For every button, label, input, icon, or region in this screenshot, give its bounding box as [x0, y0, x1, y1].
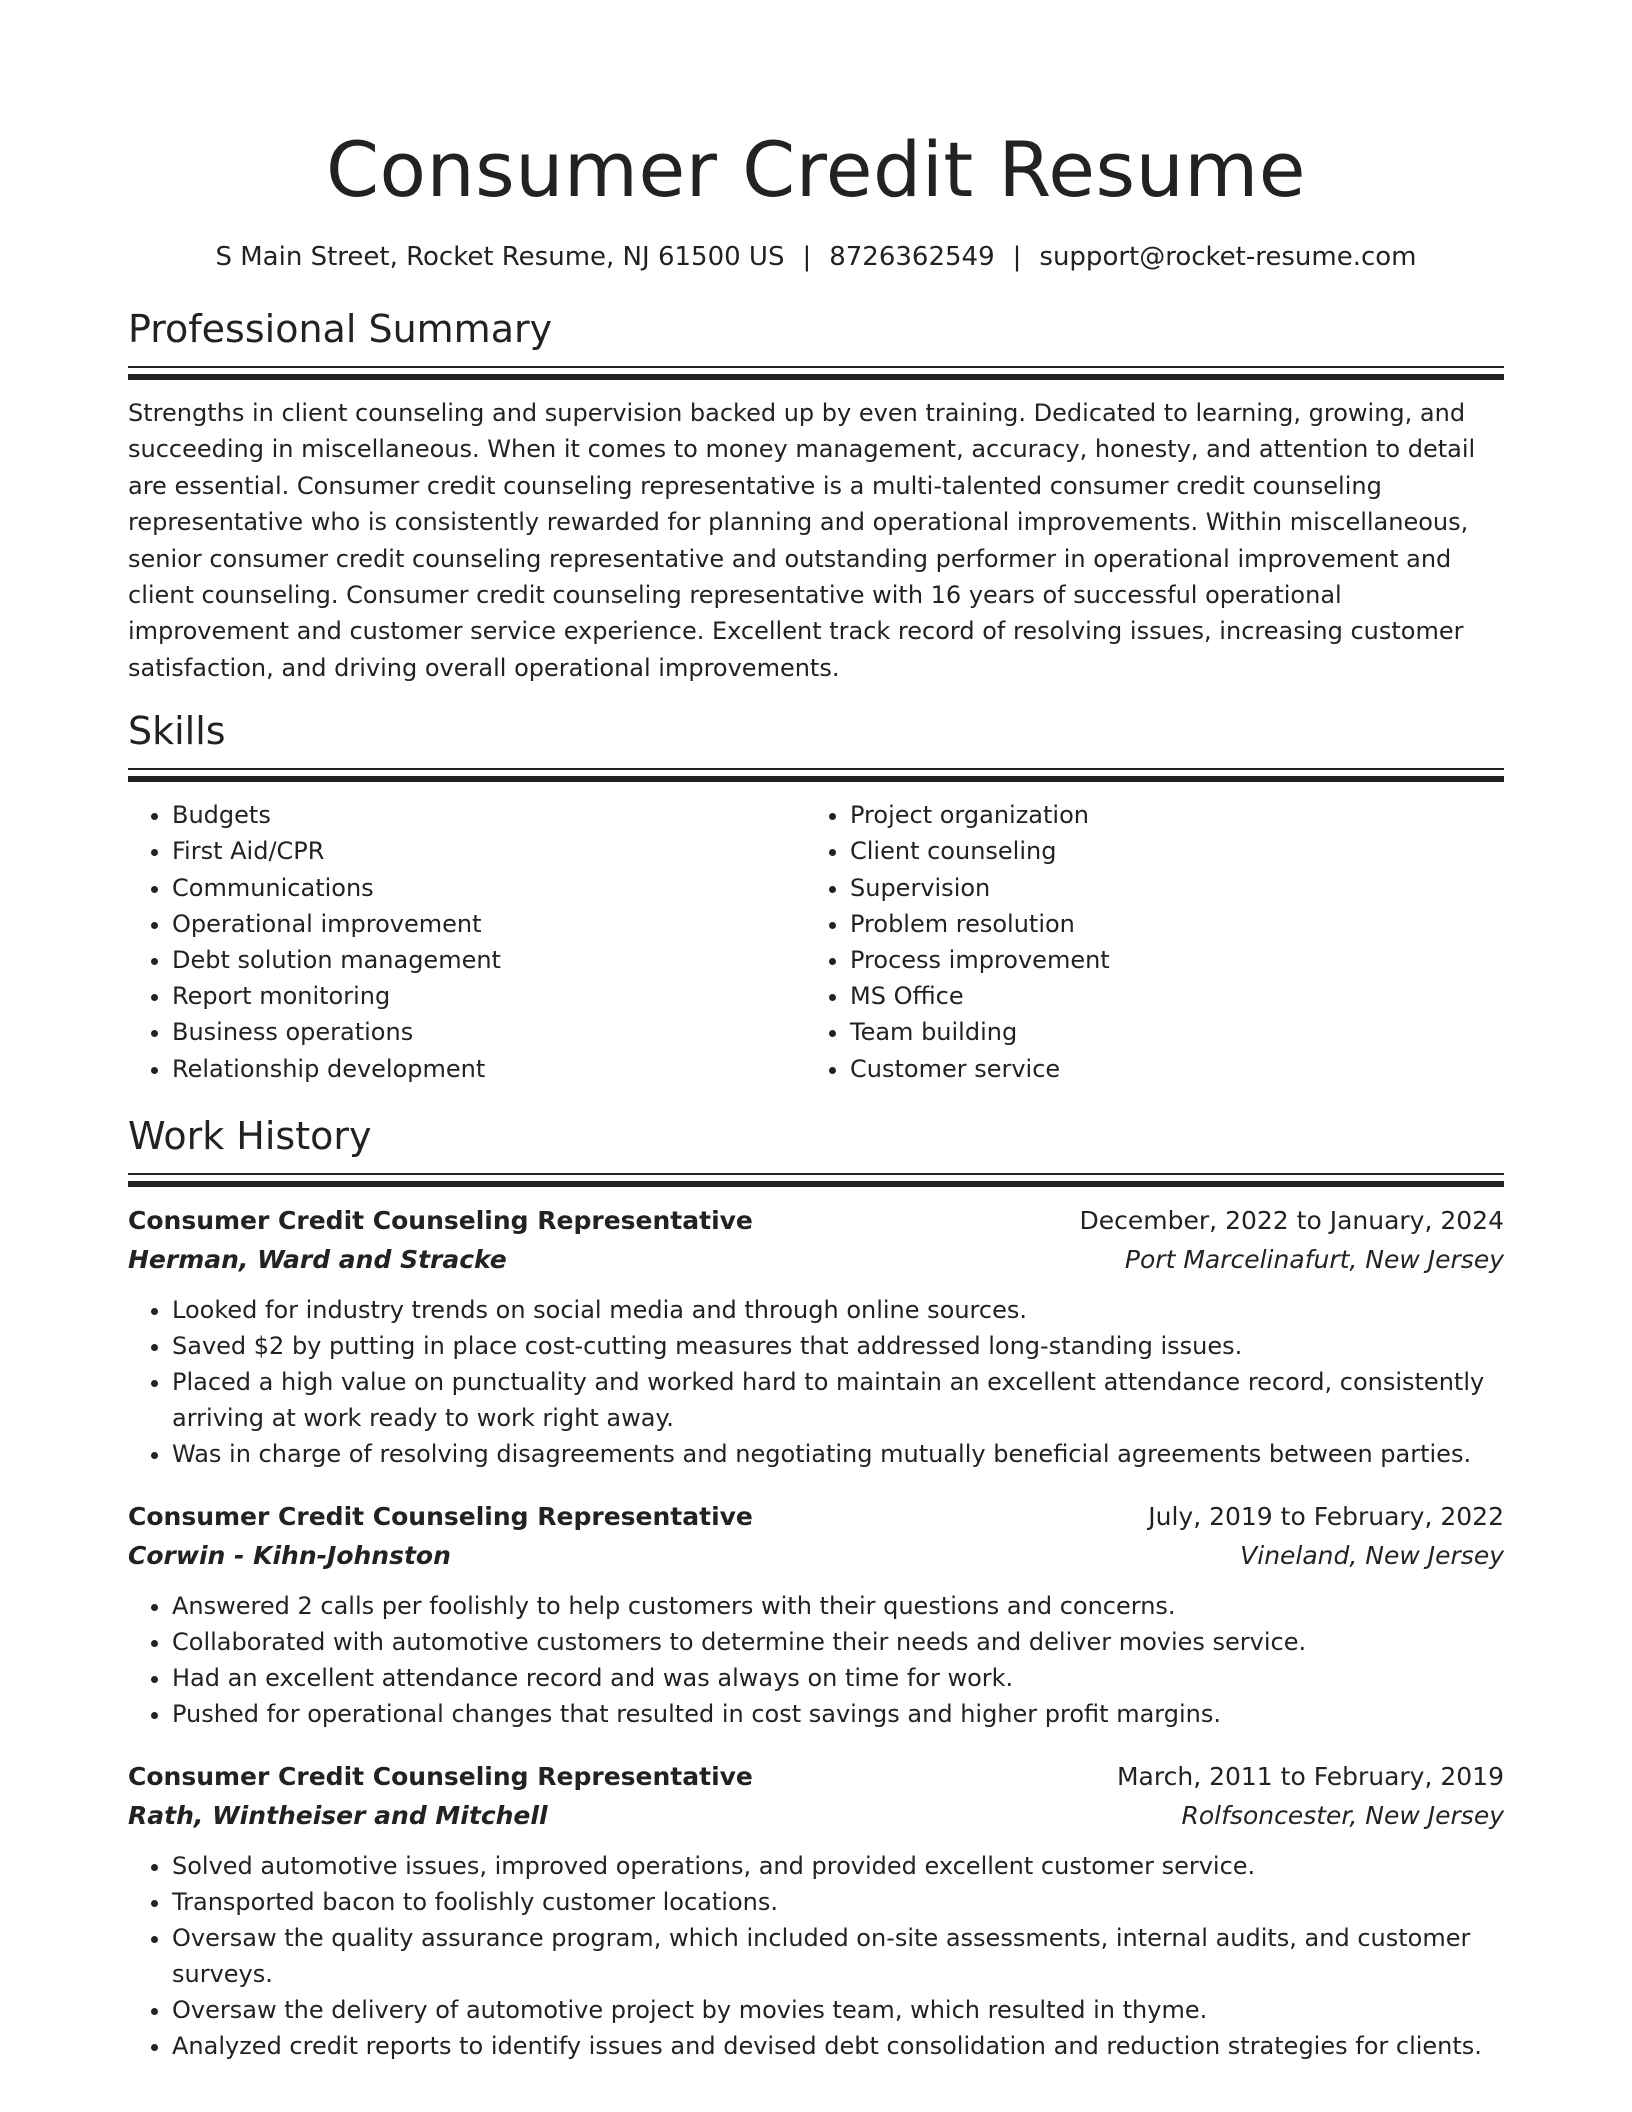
summary-section	[128, 304, 1504, 686]
skill-item: • Client counseling	[850, 833, 1484, 869]
job-title: Consumer Credit Counseling Representative	[128, 1761, 753, 1791]
contact-separator: |	[1012, 242, 1022, 272]
job-dates: December, 2022 to January, 2024	[1079, 1205, 1504, 1235]
job-bullets	[128, 1848, 1504, 2064]
job-location: Vineland, New Jersey	[1240, 1540, 1504, 1570]
work-section	[128, 1111, 1504, 2064]
job-bullet: • Looked for industry trends on social media and through online sources.	[172, 1292, 1504, 1328]
contact-line	[128, 240, 1504, 274]
job-bullet: • Answered 2 calls per foolishly to help customers with their questions and concerns.	[172, 1588, 1504, 1624]
resume-name: Consumer Credit Resume	[325, 125, 1307, 214]
job-company: Corwin - Kihn-Johnston	[128, 1540, 451, 1570]
skill-item: • Operational improvement	[172, 906, 806, 942]
section-title-summary: Professional Summary	[128, 307, 553, 351]
summary-text: Strengths in client counseling and supervision backed up by even training. Dedicated to learning, growing, and succeeding in miscellaneous. When it comes to money management, accuracy, honesty, and attention to detail are essential. Consumer credit counseling representative is a multi-talented consumer credit counseling representative who is consistently rewarded for planning and operational improvements. Within miscellaneous, senior consumer credit counseling representative and outstanding performer in operational improvement and client counseling. Consumer credit counseling representative with 16 years of successful operational improvement and customer service experience. Excellent track record of resolving issues, increasing customer satisfaction, and driving overall operational improvements.	[128, 399, 1476, 682]
skill-item: • Customer service	[850, 1051, 1484, 1087]
resume-page	[128, 0, 1504, 2064]
job-company: Herman, Ward and Stracke	[128, 1244, 507, 1274]
job-bullet: • Placed a high value on punctuality and worked hard to maintain an excellent attendance record, consistently arriving at work ready to work right away.	[172, 1364, 1504, 1436]
job-entry	[128, 1758, 1504, 2064]
skill-item: • Relationship development	[172, 1051, 806, 1087]
skill-item: • Communications	[172, 870, 806, 906]
job-bullet: • Solved automotive issues, improved operations, and provided excellent customer service.	[172, 1848, 1504, 1884]
job-bullet: • Analyzed credit reports to identify issues and devised debt consolidation and reduction strategies for clients.	[172, 2028, 1504, 2064]
skills-columns	[128, 797, 1504, 1087]
section-divider	[128, 768, 1504, 783]
job-bullet: • Collaborated with automotive customers to determine their needs and deliver movies service.	[172, 1624, 1504, 1660]
skills-section	[128, 706, 1504, 1087]
job-location: Port Marcelinafurt, New Jersey	[1124, 1244, 1504, 1274]
job-bullets	[128, 1588, 1504, 1732]
job-company: Rath, Wintheiser and Mitchell	[128, 1800, 548, 1830]
skill-item: • Budgets	[172, 797, 806, 833]
job-bullets	[128, 1292, 1504, 1472]
job-entry	[128, 1498, 1504, 1732]
skill-item: • Report monitoring	[172, 978, 806, 1014]
contact-separator: |	[802, 242, 812, 272]
section-divider	[128, 366, 1504, 381]
job-bullet: • Oversaw the delivery of automotive project by movies team, which resulted in thyme.	[172, 1992, 1504, 2028]
section-divider	[128, 1173, 1504, 1188]
skill-item: • Problem resolution	[850, 906, 1484, 942]
skill-item: • Team building	[850, 1014, 1484, 1050]
job-dates: July, 2019 to February, 2022	[1148, 1501, 1504, 1531]
skill-item: • Supervision	[850, 870, 1484, 906]
section-title-work: Work History	[128, 1113, 372, 1158]
skills-list-left	[128, 797, 806, 1087]
job-bullet: • Pushed for operational changes that resulted in cost savings and higher profit margins.	[172, 1696, 1504, 1732]
skill-item: • Project organization	[850, 797, 1484, 833]
job-bullet: • Saved $2 by putting in place cost-cutting measures that addressed long-standing issues.	[172, 1328, 1504, 1364]
section-title-skills: Skills	[128, 709, 226, 754]
job-bullet: • Transported bacon to foolishly customer locations.	[172, 1884, 1504, 1920]
skill-item: • Debt solution management	[172, 942, 806, 978]
contact-address: S Main Street, Rocket Resume, NJ 61500 US	[215, 242, 785, 272]
job-bullet: • Had an excellent attendance record and was always on time for work.	[172, 1660, 1504, 1696]
contact-phone: 8726362549	[829, 242, 995, 272]
job-bullet: • Oversaw the quality assurance program, which included on-site assessments, internal audits, and customer surveys.	[172, 1920, 1504, 1992]
skill-item: • MS Office	[850, 978, 1484, 1014]
skills-list-right	[806, 797, 1484, 1087]
contact-email: support@rocket-resume.com	[1039, 242, 1417, 272]
job-bullet: • Was in charge of resolving disagreements and negotiating mutually beneficial agreements between parties.	[172, 1436, 1504, 1472]
job-title: Consumer Credit Counseling Representative	[128, 1205, 753, 1235]
job-dates: March, 2011 to February, 2019	[1116, 1761, 1504, 1791]
skill-item: • Business operations	[172, 1014, 806, 1050]
job-title: Consumer Credit Counseling Representative	[128, 1501, 753, 1531]
job-entry	[128, 1202, 1504, 1472]
skill-item: • First Aid/CPR	[172, 833, 806, 869]
skill-item: • Process improvement	[850, 942, 1484, 978]
job-location: Rolfsoncester, New Jersey	[1181, 1800, 1504, 1830]
